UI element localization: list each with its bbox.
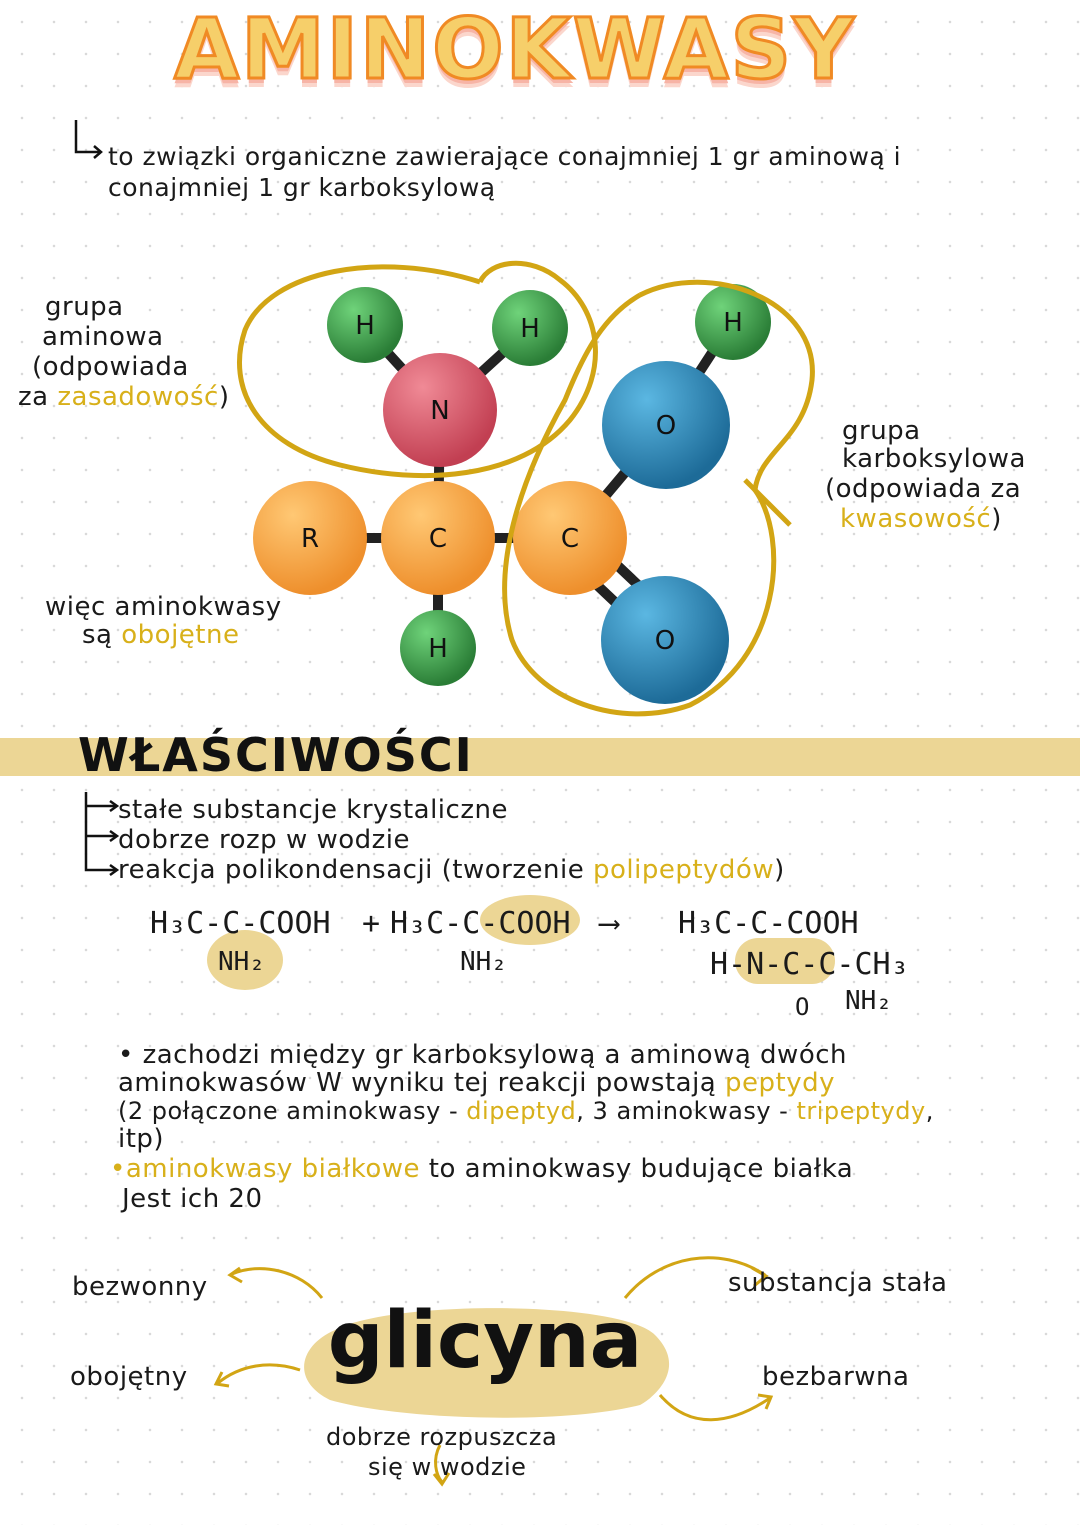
glycine-prop-substancja-stala: substancja stała xyxy=(728,1268,948,1298)
glycine-prop-bezbarwna: bezbarwna xyxy=(762,1362,910,1392)
note-line-6: Jest ich 20 xyxy=(122,1184,263,1214)
note-line-3: (2 połączone aminokwasy - dipeptyd, 3 aminokwasy - tripeptydy, xyxy=(118,1097,934,1125)
arrow-to-obojetny xyxy=(218,1365,300,1383)
page-title: AMINOKWASY xyxy=(174,0,856,98)
carboxyl-label-line-2: karboksylowa xyxy=(842,444,1026,474)
glycine-name: glicyna xyxy=(327,1296,643,1386)
arrow-to-bezbarwna xyxy=(660,1395,770,1420)
note-line-5: •aminokwasy białkowe to aminokwasy budujące białka xyxy=(110,1154,854,1184)
definition-arrow-icon xyxy=(70,118,106,164)
properties-branch-icon xyxy=(78,790,122,880)
carboxyl-label-line-3: (odpowiada za xyxy=(825,474,1022,504)
amine-label-line-4: za zasadowość) xyxy=(18,382,230,412)
definition-line-1: to związki organiczne zawierające conajmniej 1 gr aminową i xyxy=(108,142,902,171)
reaction-arrow-icon: ⟶ xyxy=(600,906,619,941)
reaction-plus: + xyxy=(362,906,381,941)
atom-label-h-top-right: H xyxy=(723,308,743,338)
atom-label-c-alpha: C xyxy=(428,524,448,554)
atom-label-o-bottom: O xyxy=(654,626,676,656)
atom-label-r: R xyxy=(300,524,320,554)
property-item-2: dobrze rozp w wodzie xyxy=(118,825,411,855)
atom-label-h-top-left: H xyxy=(355,311,375,341)
atom-label-o-top: O xyxy=(655,411,677,441)
note-line-2: aminokwasów W wyniku tej reakcji powstają peptydy xyxy=(118,1068,835,1098)
amine-label-line-2: aminowa xyxy=(42,322,164,352)
glycine-prop-rozpuszcza-1: dobrze rozpuszcza xyxy=(326,1423,558,1451)
atom-label-c-carboxyl: C xyxy=(560,524,580,554)
definition-line-2: conajmniej 1 gr karboksylową xyxy=(108,173,496,202)
arrow-to-bezwonny xyxy=(232,1269,322,1298)
product-line-2: H-N-C-C-CH₃ xyxy=(710,947,909,982)
property-item-1: stałe substancje krystaliczne xyxy=(118,795,508,825)
neutral-note-line-2: są obojętne xyxy=(82,620,240,650)
atom-label-h-top-mid: H xyxy=(520,314,540,344)
reactant-1-amine: NH₂ xyxy=(218,947,265,977)
product-line-1: H₃C-C-COOH xyxy=(678,906,859,941)
atom-label-h-bottom: H xyxy=(428,634,448,664)
note-line-4: itp) xyxy=(118,1124,165,1154)
glycine-prop-bezwonny: bezwonny xyxy=(72,1272,208,1302)
product-carbonyl-o: O xyxy=(795,993,810,1021)
carboxyl-label-line-4: kwasowość) xyxy=(840,504,1002,534)
atom-label-n: N xyxy=(430,396,450,426)
neutral-note-line-1: więc aminokwasy xyxy=(45,592,282,622)
amine-label-line-3: (odpowiada xyxy=(32,352,189,382)
glycine-prop-obojetny: obojętny xyxy=(70,1362,188,1392)
reactant-2-amine: NH₂ xyxy=(460,947,507,977)
glycine-prop-rozpuszcza-2: się w wodzie xyxy=(368,1453,527,1481)
properties-title: WŁAŚCIWOŚCI xyxy=(78,728,474,782)
reactant-1-main: H₃C-C-COOH xyxy=(150,906,331,941)
amine-label-line-1: grupa xyxy=(45,292,124,322)
carboxyl-label-line-1: grupa xyxy=(842,416,921,446)
property-item-3: reakcja polikondensacji (tworzenie polipeptydów) xyxy=(118,855,785,885)
product-amine: NH₂ xyxy=(845,986,892,1016)
note-line-1: • zachodzi między gr karboksylową a aminową dwóch xyxy=(118,1040,848,1070)
reactant-2-main: H₃C-C-COOH xyxy=(390,906,571,941)
